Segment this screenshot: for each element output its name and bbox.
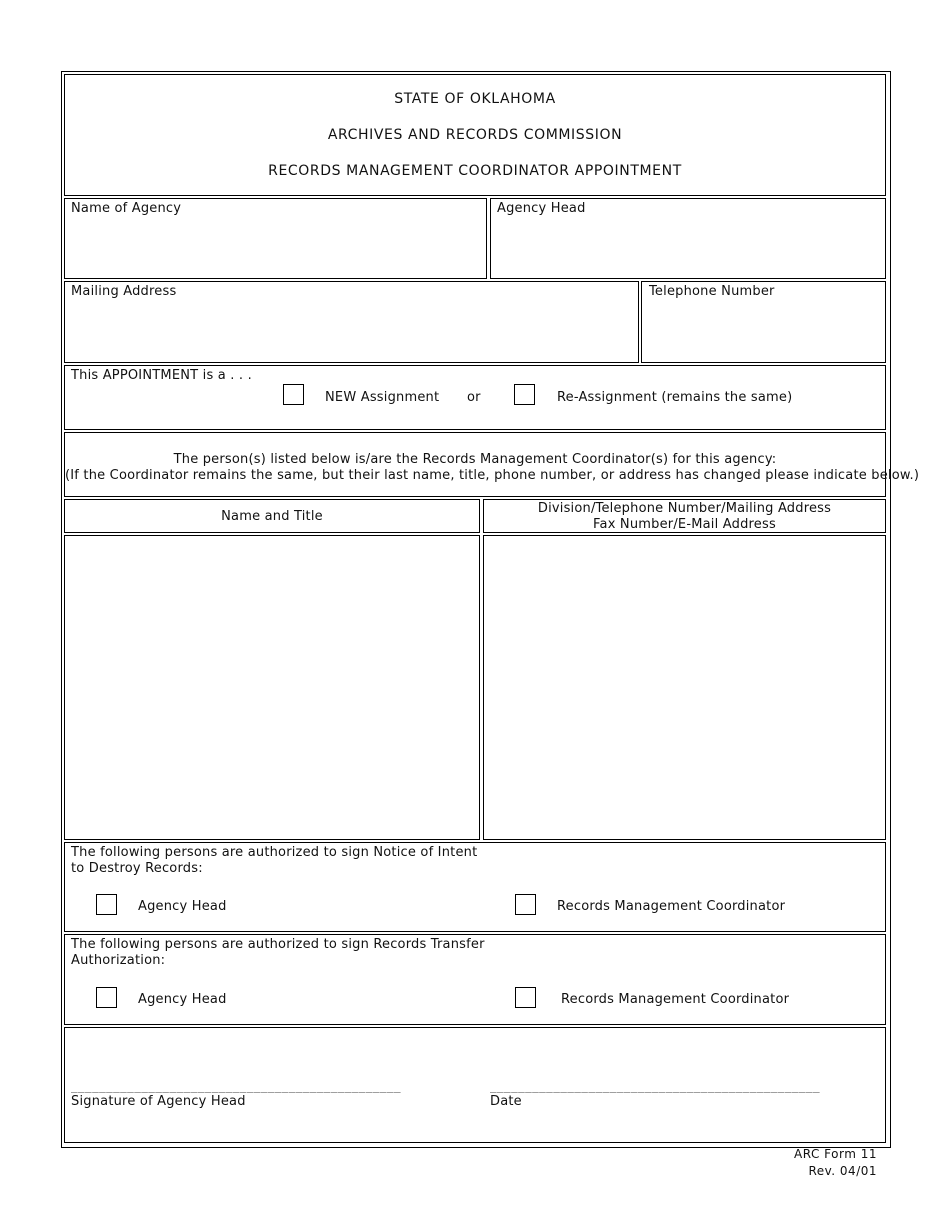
agency-name-label: Name of Agency [71,201,182,216]
transfer-auth-text-line1: The following persons are authorized to sign Records Transfer [71,937,485,952]
mailing-address-label: Mailing Address [71,284,177,299]
coordinator-intro-line2: (If the Coordinator remains the same, but their last name, title, phone number, or address has changed please indicate below.) [65,468,920,483]
signature-label: Signature of Agency Head [71,1094,246,1109]
new-assignment-checkbox[interactable] [283,384,304,405]
destroy-agency-head-label: Agency Head [138,899,227,914]
transfer-coordinator-checkbox[interactable] [515,987,536,1008]
or-label: or [467,390,481,405]
name-title-header [64,499,480,533]
signature-line[interactable]: _______________________________________________ [71,1080,402,1093]
new-assignment-label: NEW Assignment [325,390,440,405]
transfer-auth-section [64,934,886,1025]
transfer-coordinator-label: Records Management Coordinator [561,992,790,1007]
reassignment-checkbox[interactable] [514,384,535,405]
contact-info-header [483,499,886,533]
form-revision: Rev. 04/01 [808,1164,877,1178]
name-title-entry-area[interactable] [64,535,480,840]
destroy-agency-head-checkbox[interactable] [96,894,117,915]
destroy-coordinator-label: Records Management Coordinator [557,899,786,914]
transfer-agency-head-label: Agency Head [138,992,227,1007]
contact-info-header-line1: Division/Telephone Number/Mailing Address [537,501,832,516]
telephone-field[interactable] [641,281,886,363]
destroy-coordinator-checkbox[interactable] [515,894,536,915]
coordinator-intro-line1: The person(s) listed below is/are the Records Management Coordinator(s) for this agency: [173,452,777,467]
mailing-address-field[interactable] [64,281,639,363]
date-label: Date [490,1094,522,1109]
destroy-auth-text-line2: to Destroy Records: [71,861,203,876]
form-id: ARC Form 11 [794,1147,877,1161]
transfer-auth-text-line2: Authorization: [71,953,166,968]
signature-section [64,1027,886,1143]
agency-name-field[interactable] [64,198,487,279]
date-line[interactable]: _______________________________________________ [490,1080,821,1093]
destroy-auth-text-line1: The following persons are authorized to sign Notice of Intent [71,845,478,860]
reassignment-label: Re-Assignment (remains the same) [557,390,793,405]
telephone-label: Telephone Number [649,284,775,299]
contact-info-entry-area[interactable] [483,535,886,840]
contact-info-header-line2: Fax Number/E-Mail Address [593,517,776,532]
destroy-records-auth-section [64,842,886,932]
page-title: RECORDS MANAGEMENT COORDINATOR APPOINTMENT [268,163,682,179]
coordinator-intro [64,432,920,497]
agency-head-field[interactable] [490,198,886,279]
header-state: STATE OF OKLAHOMA [394,91,556,107]
name-title-header-label: Name and Title [221,509,323,524]
agency-head-label: Agency Head [497,201,586,216]
appointment-prompt: This APPOINTMENT is a . . . [71,368,252,383]
form-header [64,74,886,196]
transfer-agency-head-checkbox[interactable] [96,987,117,1008]
header-commission: ARCHIVES AND RECORDS COMMISSION [327,127,623,143]
appointment-type-section [64,365,886,430]
